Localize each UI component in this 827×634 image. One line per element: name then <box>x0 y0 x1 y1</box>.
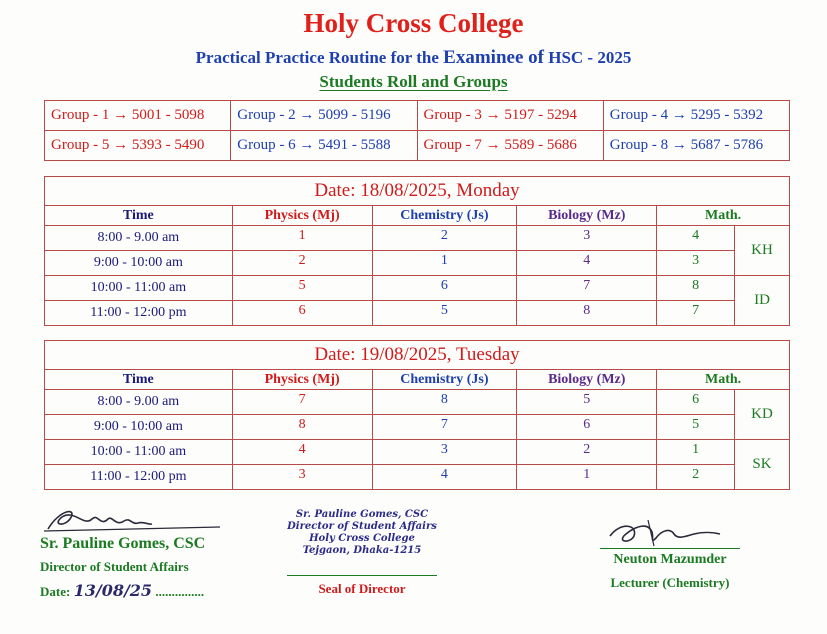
seal-stamp <box>282 509 442 557</box>
biology-cell: 3 <box>517 226 657 251</box>
seal-label: Seal of Director <box>318 581 406 596</box>
routine-table-monday <box>44 176 790 326</box>
col-chemistry: Chemistry (Js) <box>372 370 517 390</box>
chemistry-cell: 5 <box>372 301 517 326</box>
physics-cell: 8 <box>232 415 372 440</box>
biology-cell: 2 <box>517 440 657 465</box>
seal-line: Sr. Pauline Gomes, CSC <box>295 509 429 520</box>
lecturer-name: Neuton Mazumder <box>613 552 727 567</box>
group-cell: Group - 4 → 5295 - 5392 <box>603 101 789 131</box>
lecturer-role: Lecturer (Chemistry) <box>610 575 730 590</box>
chemistry-cell: 2 <box>372 226 517 251</box>
col-math: Math. <box>657 370 790 390</box>
group-cell: Group - 6 → 5491 - 5588 <box>231 131 417 161</box>
seal-line: Tejgaon, Dhaka-1215 <box>302 545 422 556</box>
time-cell: 9:00 - 10:00 am <box>45 415 233 440</box>
chemistry-cell: 8 <box>372 390 517 415</box>
table-row <box>45 226 790 251</box>
physics-cell: 1 <box>232 226 372 251</box>
subtitle-examinee: Examinee of <box>443 47 544 68</box>
lecturer-signature-block <box>590 518 750 591</box>
chemistry-cell: 3 <box>372 440 517 465</box>
time-cell: 8:00 - 9.00 am <box>45 226 233 251</box>
table-row <box>45 440 790 465</box>
seal-divider <box>287 575 437 576</box>
physics-cell: 3 <box>232 465 372 490</box>
routine-table-tuesday <box>44 340 790 490</box>
group-cell: Group - 2 → 5099 - 5196 <box>231 101 417 131</box>
chemistry-cell: 6 <box>372 276 517 301</box>
biology-cell: 6 <box>517 415 657 440</box>
time-cell: 8:00 - 9.00 am <box>45 390 233 415</box>
date-value: 13/08/25 <box>73 581 153 600</box>
group-cell: Group - 7 → 5589 - 5686 <box>417 131 603 161</box>
col-physics: Physics (Mj) <box>232 370 372 390</box>
math-cell: 4 <box>657 226 735 251</box>
col-chemistry: Chemistry (Js) <box>372 206 517 226</box>
seal-line: Holy Cross College <box>309 533 415 544</box>
math-cell: 1 <box>657 440 735 465</box>
math-cell: 5 <box>657 415 735 440</box>
math-cell: 7 <box>657 301 735 326</box>
director-name: Sr. Pauline Gomes, CSC <box>40 535 206 552</box>
chemistry-cell: 1 <box>372 251 517 276</box>
group-cell: Group - 3 → 5197 - 5294 <box>417 101 603 131</box>
group-cell: Group - 5 → 5393 - 5490 <box>45 131 231 161</box>
col-physics: Physics (Mj) <box>232 206 372 226</box>
col-math: Math. <box>657 206 790 226</box>
table-row <box>45 251 790 276</box>
teacher-cell: ID <box>735 276 790 326</box>
date-dots: ............... <box>155 584 205 599</box>
college-title: Holy Cross College <box>303 8 524 38</box>
group-cell: Group - 8 → 5687 - 5786 <box>603 131 789 161</box>
physics-cell: 4 <box>232 440 372 465</box>
biology-cell: 4 <box>517 251 657 276</box>
date-heading: Date: 18/08/2025, Monday <box>45 177 790 206</box>
time-cell: 10:00 - 11:00 am <box>45 276 233 301</box>
seal-line: Director of Student Affairs <box>287 521 437 532</box>
math-cell: 2 <box>657 465 735 490</box>
math-cell: 8 <box>657 276 735 301</box>
table-row <box>45 276 790 301</box>
time-cell: 11:00 - 12:00 pm <box>45 465 233 490</box>
teacher-cell: SK <box>735 440 790 490</box>
chemistry-cell: 7 <box>372 415 517 440</box>
subtitle-exam: HSC - 2025 <box>548 48 632 67</box>
director-role: Director of Student Affairs <box>40 559 189 574</box>
table-row <box>45 301 790 326</box>
col-time: Time <box>45 370 233 390</box>
table-row <box>45 465 790 490</box>
biology-cell: 8 <box>517 301 657 326</box>
physics-cell: 2 <box>232 251 372 276</box>
teacher-cell: KD <box>735 390 790 440</box>
routine-subtitle <box>0 47 827 69</box>
roll-heading <box>0 72 827 92</box>
math-cell: 6 <box>657 390 735 415</box>
biology-cell: 1 <box>517 465 657 490</box>
subtitle-prefix: Practical Practice Routine for the <box>195 48 439 67</box>
time-cell: 9:00 - 10:00 am <box>45 251 233 276</box>
time-cell: 10:00 - 11:00 am <box>45 440 233 465</box>
physics-cell: 7 <box>232 390 372 415</box>
signature-date <box>40 581 240 600</box>
lecturer-divider <box>600 548 740 549</box>
physics-cell: 6 <box>232 301 372 326</box>
date-heading: Date: 19/08/2025, Tuesday <box>45 341 790 370</box>
math-cell: 3 <box>657 251 735 276</box>
table-row <box>45 415 790 440</box>
time-cell: 11:00 - 12:00 pm <box>45 301 233 326</box>
table-row <box>45 390 790 415</box>
groups-table <box>44 100 790 161</box>
col-time: Time <box>45 206 233 226</box>
director-seal <box>282 509 442 597</box>
biology-cell: 5 <box>517 390 657 415</box>
director-signature-block <box>40 505 240 600</box>
groups-row <box>45 131 790 161</box>
teacher-cell: KH <box>735 226 790 276</box>
group-cell: Group - 1 → 5001 - 5098 <box>45 101 231 131</box>
roll-heading-text: Students Roll and Groups <box>319 72 508 91</box>
physics-cell: 5 <box>232 276 372 301</box>
col-biology: Biology (Mz) <box>517 206 657 226</box>
date-label: Date: <box>40 584 71 599</box>
chemistry-cell: 4 <box>372 465 517 490</box>
handwritten-signature-icon <box>40 505 240 535</box>
groups-row <box>45 101 790 131</box>
handwritten-signature-icon <box>590 518 750 548</box>
biology-cell: 7 <box>517 276 657 301</box>
col-biology: Biology (Mz) <box>517 370 657 390</box>
